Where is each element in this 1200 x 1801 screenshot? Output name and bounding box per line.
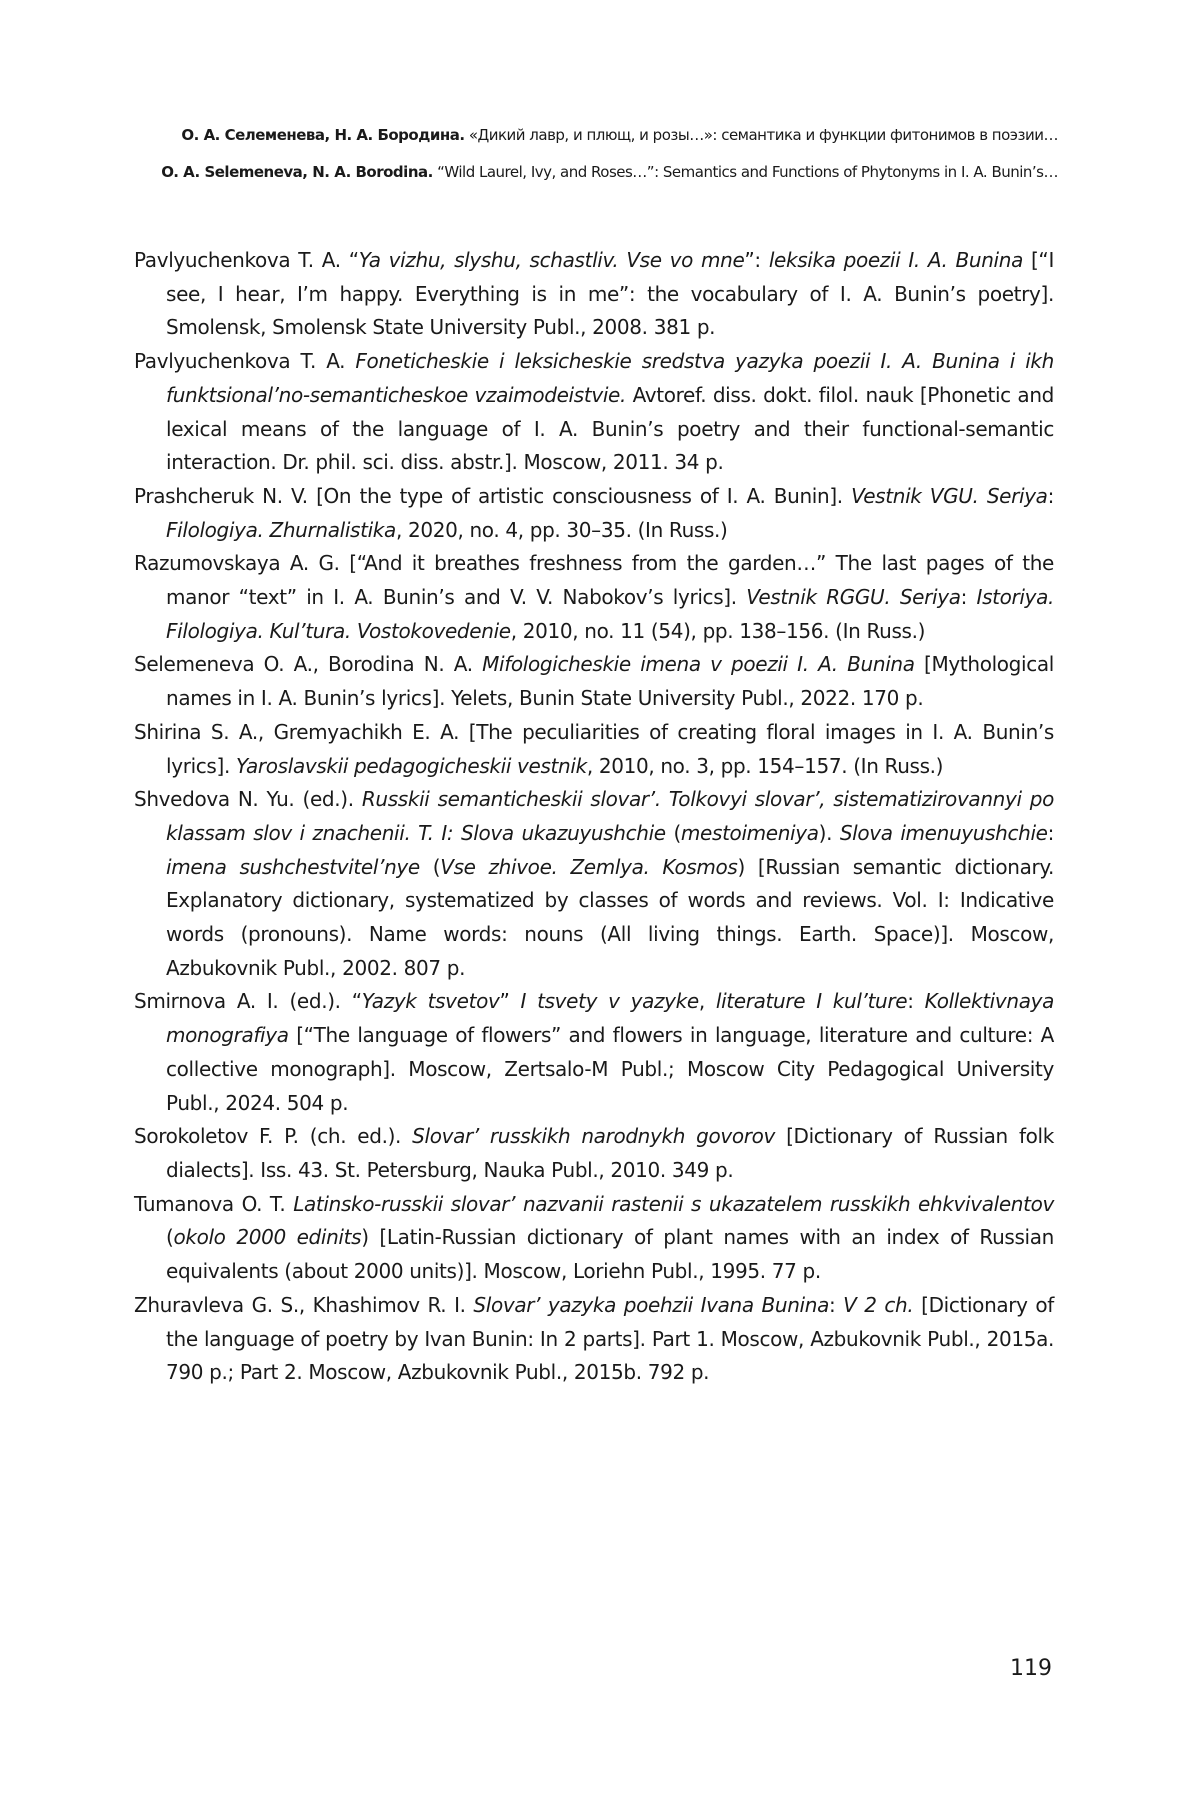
reference-text: , 2020, no. 4, pp. 30–35. (In Russ.) <box>395 517 728 542</box>
reference-text: [Dictionary of the language of poetry by Ivan Bunin: In 2 parts]. Part 1. Moscow, Azbukovnik Publ., 2015a. 790 p.; Part 2. Moscow, Azbukovnik Publ., 2015b. 792 p. <box>166 1292 1054 1385</box>
reference-entry <box>134 985 1054 1120</box>
reference-italic-text: Vse zhivoe. Zemlya. Kosmos <box>440 854 738 879</box>
reference-text: : <box>960 585 977 610</box>
reference-text: : <box>1047 483 1054 508</box>
reference-italic-text: imena sushchestvitel’nye <box>166 854 420 879</box>
reference-entry <box>134 1289 1054 1390</box>
reference-text: ”: <box>744 248 769 272</box>
reference-italic-text: Vestnik RGGU. Seriya <box>746 585 961 610</box>
running-head-ru <box>130 126 1058 144</box>
running-head-ru-authors: О. А. Селеменева, Н. А. Бородина. <box>181 126 465 144</box>
reference-entry <box>134 244 1054 345</box>
reference-italic-text: Filologiya. Zhurnalistika <box>166 517 396 542</box>
running-head-en-authors: O. A. Selemeneva, N. A. Borodina. <box>161 163 433 181</box>
reference-text: [Dictionary of Russian folk dialects]. Iss. 43. St. Petersburg, Nauka Publ., 2010. 349 p. <box>166 1124 1054 1182</box>
reference-text: Pavlyuchenkova T. A. “ <box>134 248 359 272</box>
reference-italic-text: Russkii semanticheskii slovar’. Tolkovyi slovar’, sistematizirovannyi po klassam slov i znachenii. T. I: Slova ukazuyushchie <box>166 787 1055 845</box>
page-number: 119 <box>1010 1656 1052 1681</box>
reference-text: ( <box>419 854 441 879</box>
reference-text: ) [Latin-Russian dictionary of plant names with an index of Russian equivalents (about 2000 units)]. Moscow, Loriehn Publ., 1995. 77 p. <box>166 1225 1054 1284</box>
reference-text: [Mythological names in I. A. Bunin’s lyrics]. Yelets, Bunin State University Publ., 2022. 170 p. <box>166 652 1054 711</box>
reference-italic-text: okolo 2000 edinits <box>173 1225 362 1250</box>
reference-text: Zhuravleva G. S., Khashimov R. I. <box>134 1292 474 1317</box>
running-head-ru-title: «Дикий лавр, и плющ, и розы…»: семантика и функции фитонимов в поэзии… <box>464 126 1058 144</box>
reference-text: : <box>829 1292 844 1317</box>
reference-italic-text: Istoriya. Filologiya. Kul’tura. Vostokovedenie <box>166 585 1054 643</box>
reference-entry <box>134 648 1054 715</box>
reference-text: ). <box>818 820 840 845</box>
reference-entry <box>134 345 1054 480</box>
reference-italic-text: Slovar’ yazyka poehzii Ivana Bunina <box>473 1292 830 1317</box>
reference-italic-text: Foneticheskie i leksicheskie sredstva yazyka poezii I. A. Bunina i ikh funktsional’no-semanticheskoe vzaimodeistvie. <box>166 349 1054 407</box>
reference-text: Prashcheruk N. V. [On the type of artistic consciousness of I. A. Bunin]. <box>134 483 852 508</box>
reference-text: Shirina S. A., Gremyachikh E. A. [The peculiarities of creating floral images in I. A. Bunin’s lyrics]. <box>134 719 1054 778</box>
reference-text: Avtoref. diss. dokt. filol. nauk [Phonetic and lexical means of the language of I. A. Bunin’s poetry and their functional-semantic interaction. Dr. phil. sci. diss. abstr.]. Moscow, 2011. 34 p. <box>166 382 1054 475</box>
reference-text: ) [Russian semantic dictionary. Explanatory dictionary, systematized by classes of words and reviews. Vol. I: Indicative words (pronouns). Name words: nouns (All living things. Earth. Space)]. Moscow, Azbukovnik Publ., 2002. 807 p. <box>166 854 1054 980</box>
reference-text: , 2010, no. 3, pp. 154–157. (In Russ.) <box>586 753 944 778</box>
reference-italic-text: V 2 ch. <box>843 1292 914 1317</box>
reference-entry <box>134 716 1054 783</box>
reference-entry <box>134 1188 1054 1289</box>
reference-italic-text: Vestnik VGU. Seriya <box>851 483 1048 508</box>
reference-text: : <box>907 989 925 1014</box>
reference-italic-text: Mifologicheskie imena v poezii I. A. Bunina <box>482 652 915 677</box>
reference-text: ” <box>499 989 521 1014</box>
reference-list <box>134 244 1054 1390</box>
reference-italic-text: Slova imenuyushchie <box>839 820 1048 845</box>
reference-text: Sorokoletov F. P. (ch. ed.). <box>134 1124 413 1149</box>
reference-italic-text: leksika poezii I. A. Bunina <box>768 248 1023 272</box>
reference-text: ( <box>166 1225 174 1250</box>
reference-italic-text: literature I kul’ture <box>715 989 908 1014</box>
running-head-en <box>130 163 1058 181</box>
reference-text: Shvedova N. Yu. (ed.). <box>134 787 362 812</box>
reference-italic-text: Slovar’ russkikh narodnykh govorov <box>412 1124 775 1149</box>
reference-italic-text: Yazyk tsvetov <box>361 989 500 1014</box>
reference-entry <box>134 547 1054 648</box>
reference-entry <box>134 480 1054 547</box>
reference-italic-text: Kollektivnaya monografiya <box>166 989 1055 1048</box>
running-head-en-title: “Wild Laurel, Ivy, and Roses…”: Semantics and Functions of Phytonyms in I. A. Bunin’s… <box>432 163 1058 181</box>
reference-text: , <box>698 989 716 1014</box>
reference-italic-text: Yaroslavskii pedagogicheskii vestnik <box>235 753 587 778</box>
reference-text: Razumovskaya A. G. [“And it breathes freshness from the garden…” The last pages of the manor “text” in I. A. Bunin’s and V. V. Nabokov’s lyrics]. <box>134 551 1054 610</box>
reference-text: Tumanova O. T. <box>134 1191 294 1216</box>
reference-italic-text: mestoimeniya <box>680 820 819 845</box>
reference-text: ( <box>665 820 681 845</box>
reference-text: [“I see, I hear, I’m happy. Everything is in me”: the vocabulary of I. A. Bunin’s poetry]. Smolensk, Smolensk State University Publ., 2008. 381 p. <box>166 248 1054 340</box>
reference-text: , 2010, no. 11 (54), pp. 138–156. (In Russ.) <box>510 618 926 643</box>
reference-italic-text: Latinsko-russkii slovar’ nazvanii rastenii s ukazatelem russkikh ehkvivalentov <box>293 1191 1054 1216</box>
reference-text: : <box>1047 820 1055 845</box>
reference-text: [“The language of flowers” and flowers in language, literature and culture: A collective monograph]. Moscow, Zertsalo-M Publ.; Moscow City Pedagogical University Publ., 2024. 504 p. <box>166 1023 1054 1115</box>
reference-italic-text: Ya vizhu, slyshu, schastliv. Vse vo mne <box>358 248 745 272</box>
reference-text: Pavlyuchenkova T. A. <box>134 349 356 374</box>
reference-entry <box>134 1120 1054 1187</box>
reference-text: Selemeneva O. A., Borodina N. A. <box>134 652 483 677</box>
reference-text: Smirnova A. I. (ed.). “ <box>134 989 362 1014</box>
reference-italic-text: I tsvety v yazyke <box>520 989 699 1014</box>
reference-entry <box>134 783 1054 985</box>
